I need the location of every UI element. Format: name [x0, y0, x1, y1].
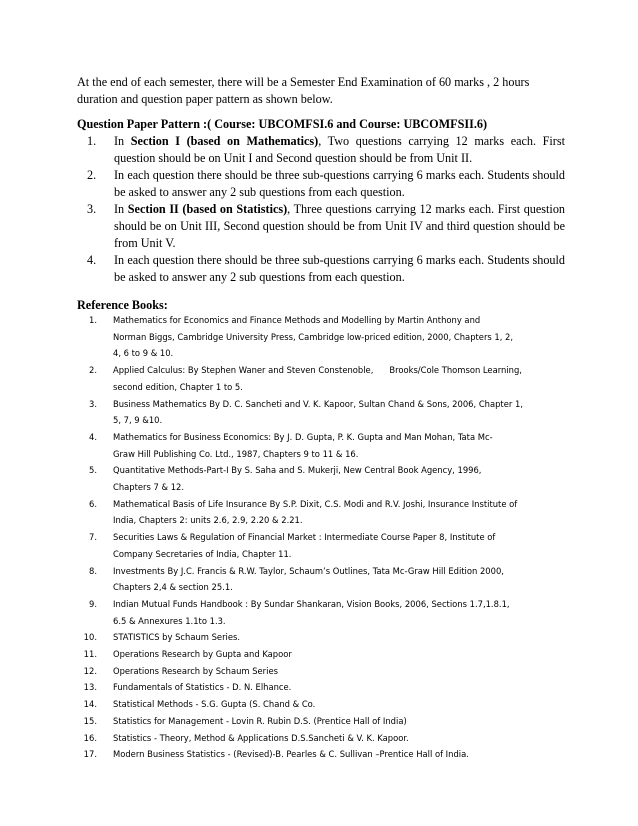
reference-books-heading: Reference Books: [77, 298, 168, 312]
reference-line: Securities Laws & Regulation of Financial Market : Intermediate Course Paper 8, Institute of [113, 532, 496, 543]
reference-item-number: 13. [83, 682, 97, 693]
reference-line: Business Mathematics By D. C. Sancheti and V. K. Kapoor, Sultan Chand & Sons, 2006, Chapter 1, [113, 398, 523, 409]
reference-line: Fundamentals of Statistics - D. N. Elhance. [113, 682, 292, 693]
reference-item-number: 9. [89, 598, 97, 609]
pattern-item [77, 201, 565, 252]
reference-item [77, 362, 567, 395]
pattern-item-number: 4. [87, 253, 97, 267]
reference-item [77, 596, 567, 629]
reference-line: Mathematics for Business Economics: By J. D. Gupta, P. K. Gupta and Man Mohan, Tata Mc- [113, 431, 493, 442]
reference-item [77, 746, 567, 763]
reference-line: Operations Research by Gupta and Kapoor [113, 649, 292, 660]
reference-line: Indian Mutual Funds Handbook : By Sundar Shankaran, Vision Books, 2006, Sections 1.7,1.8.1, [113, 598, 510, 609]
reference-line: Graw Hill Publishing Co. Ltd., 1987, Chapters 9 to 11 & 16. [113, 448, 359, 459]
reference-item-number: 14. [83, 699, 97, 710]
reference-item [77, 529, 567, 562]
reference-item [77, 663, 567, 680]
reference-item [77, 629, 567, 646]
reference-line: second edition, Chapter 1 to 5. [113, 381, 243, 392]
reference-item-number: 8. [89, 565, 97, 576]
reference-item-number: 17. [83, 749, 97, 760]
reference-item-number: 4. [89, 431, 97, 442]
reference-item [77, 713, 567, 730]
pattern-item-bold: Section II (based on Statistics) [127, 202, 288, 216]
reference-item [77, 646, 567, 663]
reference-item-number: 6. [89, 498, 97, 509]
question-paper-pattern-list [77, 133, 565, 286]
reference-item [77, 679, 567, 696]
pattern-item-number: 3. [87, 202, 97, 216]
reference-item-number: 11. [83, 649, 97, 660]
reference-line: Applied Calculus: By Stephen Waner and Steven Constenoble, Brooks/Cole Thomson Learning, [113, 365, 522, 376]
reference-line: Statistics for Management - Lovin R. Rubin D.S. (Prentice Hall of India) [113, 715, 407, 726]
reference-line: Company Secretaries of India, Chapter 11. [113, 548, 292, 559]
reference-item [77, 462, 567, 495]
question-paper-pattern-heading: Question Paper Pattern :( Course: UBCOMFSI.6 and Course: UBCOMFSII.6) [77, 117, 488, 131]
reference-line: Norman Biggs, Cambridge University Press, Cambridge low-priced edition, 2000, Chapters 1, 2, [113, 331, 514, 342]
reference-item-number: 10. [83, 632, 97, 643]
reference-item [77, 429, 567, 462]
reference-line: Chapters 7 & 12. [113, 482, 185, 493]
reference-line: Investments By J.C. Francis & R.W. Taylor, Schaum’s Outlines, Tata Mc-Graw Hill Edition 2000, [113, 565, 504, 576]
reference-item-number: 16. [83, 732, 97, 743]
reference-line: 5, 7, 9 &10. [113, 415, 163, 426]
reference-item-number: 2. [89, 365, 97, 376]
reference-item [77, 730, 567, 747]
reference-books-list [77, 312, 567, 763]
reference-line: Statistical Methods - S.G. Gupta (S. Chand & Co. [113, 699, 316, 710]
reference-line: Mathematical Basis of Life Insurance By S.P. Dixit, C.S. Modi and R.V. Joshi, Insurance Institute of [113, 498, 518, 509]
pattern-item-text: In [114, 134, 131, 148]
reference-item [77, 563, 567, 596]
pattern-item [77, 167, 565, 201]
pattern-item-number: 2. [87, 168, 97, 182]
reference-line: 4, 6 to 9 & 10. [113, 348, 174, 359]
pattern-item-number: 1. [87, 134, 97, 148]
pattern-item-text: In each question there should be three sub-questions carrying 6 marks each. Students should be asked to answer any 2 sub questions from each question. [114, 168, 565, 199]
reference-line: STATISTICS by Schaum Series. [113, 632, 241, 643]
reference-item-number: 5. [89, 465, 97, 476]
reference-line: Statistics - Theory, Method & Applications D.S.Sancheti & V. K. Kapoor. [113, 732, 409, 743]
reference-item-number: 1. [89, 315, 97, 325]
reference-line: India, Chapters 2: units 2.6, 2.9, 2.20 & 2.21. [113, 515, 303, 526]
reference-line: Operations Research by Schaum Series [113, 665, 278, 676]
reference-item [77, 696, 567, 713]
reference-line: Modern Business Statistics - (Revised)-B. Pearles & C. Sullivan –Prentice Hall of India. [113, 749, 469, 760]
reference-line: 6.5 & Annexures 1.1to 1.3. [113, 615, 226, 626]
pattern-item-text-rest: , Two questions carrying 12 marks each. First question should be on Unit I and Second question should be from Unit II. [114, 134, 565, 165]
pattern-item-text: In [114, 202, 128, 216]
pattern-item [77, 133, 565, 167]
pattern-item [77, 252, 565, 286]
intro-paragraph: At the end of each semester, there will be a Semester End Examination of 60 marks , 2 hours duration and question paper pattern as shown below. [77, 75, 530, 106]
reference-item-number: 12. [83, 665, 97, 676]
reference-item-number: 7. [89, 532, 97, 543]
pattern-item-text: In each question there should be three sub-questions carrying 6 marks each. Students should be asked to answer any 2 sub questions from each question. [114, 253, 565, 284]
reference-item [77, 396, 567, 429]
pattern-item-bold: Section I (based on Mathematics) [130, 134, 319, 148]
reference-line: Quantitative Methods-Part-I By S. Saha and S. Mukerji, New Central Book Agency, 1996, [113, 465, 482, 476]
reference-line: Chapters 2,4 & section 25.1. [113, 582, 233, 593]
reference-item-number: 15. [83, 715, 97, 726]
pattern-item-text-rest: , Three questions carrying 12 marks each. First question should be on Unit III, Second question should be from Unit IV and third question should be from Unit V. [114, 202, 566, 250]
reference-line: Mathematics for Economics and Finance Methods and Modelling by Martin Anthony and [113, 315, 481, 325]
reference-item-number: 3. [89, 398, 97, 409]
reference-item [77, 312, 567, 362]
reference-item [77, 496, 567, 529]
